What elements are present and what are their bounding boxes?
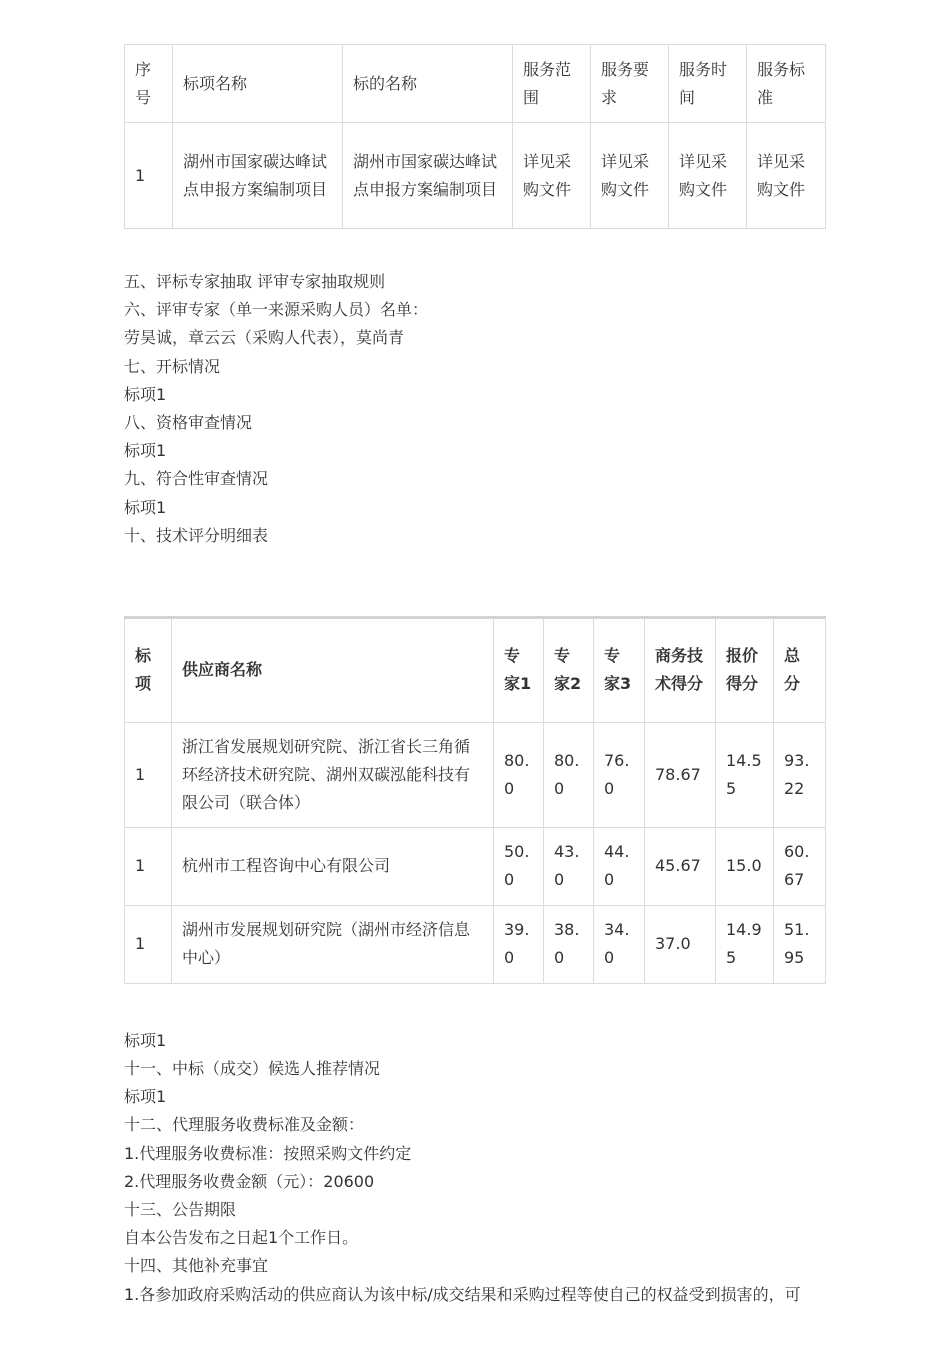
table-cell: 1 (125, 123, 173, 229)
lot-info-table (124, 44, 826, 229)
text-line: 标项1 (124, 1087, 167, 1107)
technical-score-table (124, 616, 826, 984)
table-cell: 34.0 (594, 905, 645, 983)
header-cell: 服务范围 (513, 45, 591, 123)
table-cell: 14.55 (716, 722, 774, 827)
header-cell: 供应商名称 (172, 617, 494, 722)
table-cell: 80.0 (544, 722, 594, 827)
header-cell: 服务要求 (591, 45, 669, 123)
header-cell: 服务时间 (669, 45, 747, 123)
text-line: 十、技术评分明细表 (124, 525, 269, 545)
table-cell: 80.0 (494, 722, 544, 827)
text-line: 1.代理服务收费标准：按照采购文件约定 (124, 1143, 412, 1163)
text-line: 1.各参加政府采购活动的供应商认为该中标/成交结果和采购过程等使自己的权益受到损害的，可 (124, 1284, 801, 1304)
text-line: 九、符合性审查情况 (124, 469, 269, 489)
document-page (124, 44, 825, 1309)
table-row (125, 905, 826, 983)
table-row (125, 827, 826, 905)
table-cell: 45.67 (645, 827, 716, 905)
table-row (125, 722, 826, 827)
text-line: 十二、代理服务收费标准及金额： (124, 1115, 365, 1135)
text-line: 十四、其他补充事宜 (124, 1256, 269, 1276)
header-cell: 总分 (774, 617, 826, 722)
header-cell: 标项名称 (173, 45, 343, 123)
table-cell: 详见采购文件 (669, 123, 747, 229)
table-cell: 1 (125, 827, 172, 905)
table-cell: 湖州市国家碳达峰试点申报方案编制项目 (173, 123, 343, 229)
table-header-row (125, 45, 826, 123)
table-cell: 1 (125, 905, 172, 983)
table-cell: 78.67 (645, 722, 716, 827)
table-cell: 浙江省发展规划研究院、浙江省长三角循环经济技术研究院、湖州双碳泓能科技有限公司（联合体） (172, 722, 494, 827)
table-cell: 湖州市国家碳达峰试点申报方案编制项目 (343, 123, 513, 229)
section-text-block (124, 268, 825, 550)
table-cell: 93.22 (774, 722, 826, 827)
table-cell: 51.95 (774, 905, 826, 983)
header-cell: 专家3 (594, 617, 645, 722)
text-line: 七、开标情况 (124, 356, 221, 376)
table-cell: 14.95 (716, 905, 774, 983)
header-cell: 专家1 (494, 617, 544, 722)
text-line: 五、评标专家抽取 评审专家抽取规则 (124, 272, 386, 291)
header-cell: 序号 (125, 45, 173, 123)
section-text-block (124, 1027, 825, 1309)
text-line: 劳昊诚，章云云（采购人代表），莫尚青 (124, 328, 405, 348)
table-cell: 详见采购文件 (747, 123, 826, 229)
table-cell: 60.67 (774, 827, 826, 905)
header-cell: 商务技术得分 (645, 617, 716, 722)
text-line: 八、资格审查情况 (124, 412, 253, 432)
table-row (125, 123, 826, 229)
table-header-row (125, 617, 826, 722)
text-line: 六、评审专家（单一来源采购人员）名单： (124, 300, 429, 320)
table-cell: 37.0 (645, 905, 716, 983)
header-cell: 标项 (125, 617, 172, 722)
text-line: 十一、中标（成交）候选人推荐情况 (124, 1059, 381, 1079)
header-cell: 报价得分 (716, 617, 774, 722)
text-line: 标项1 (124, 441, 167, 461)
text-line: 自本公告发布之日起1个工作日。 (124, 1228, 359, 1248)
table-cell: 杭州市工程咨询中心有限公司 (172, 827, 494, 905)
table-cell: 详见采购文件 (513, 123, 591, 229)
text-line: 标项1 (124, 497, 167, 517)
header-cell: 专家2 (544, 617, 594, 722)
text-line: 标项1 (124, 1030, 167, 1050)
table-cell: 38.0 (544, 905, 594, 983)
table-cell: 76.0 (594, 722, 645, 827)
header-cell: 服务标准 (747, 45, 826, 123)
table-cell: 15.0 (716, 827, 774, 905)
table-cell: 1 (125, 722, 172, 827)
table-cell: 39.0 (494, 905, 544, 983)
text-line: 十三、公告期限 (124, 1200, 237, 1219)
table-cell: 详见采购文件 (591, 123, 669, 229)
text-line: 标项1 (124, 384, 167, 404)
table-cell: 44.0 (594, 827, 645, 905)
table-cell: 湖州市发展规划研究院（湖州市经济信息中心） (172, 905, 494, 983)
table-cell: 50.0 (494, 827, 544, 905)
header-cell: 标的名称 (343, 45, 513, 123)
text-line: 2.代理服务收费金额（元）：20600 (124, 1171, 375, 1191)
table-cell: 43.0 (544, 827, 594, 905)
